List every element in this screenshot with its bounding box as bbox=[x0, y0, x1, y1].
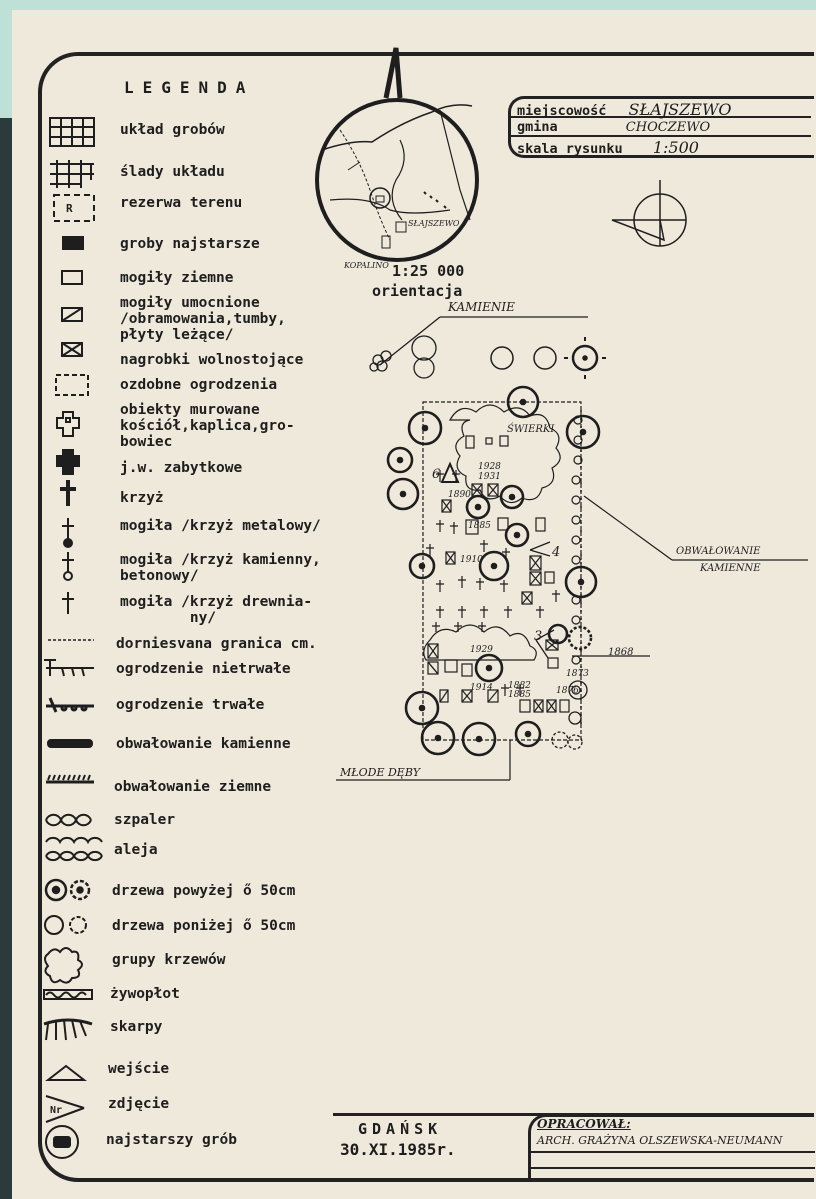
legend-label-temp-fence: ogrodzenie nietrwałe bbox=[116, 661, 291, 677]
legend-label-photo: zdjęcie bbox=[108, 1096, 170, 1112]
legend-label-stone-embankment: obwałowanie kamienne bbox=[116, 736, 291, 752]
year-label: 1931 bbox=[478, 472, 501, 482]
legend-label-reserve: rezerwa terenu bbox=[120, 195, 243, 211]
legend-label-masonry: obiekty murowane kościół,kaplica,gro- bowiec bbox=[120, 402, 295, 450]
year-label: 1885 bbox=[508, 690, 531, 700]
orientation-label: orientacja bbox=[372, 282, 463, 300]
label-young-oaks: MŁODE DĘBY bbox=[340, 766, 420, 779]
grave-number: 4 bbox=[552, 545, 561, 560]
commune-value: CHOCZEWO bbox=[625, 120, 711, 135]
legend-label-shrubs: grupy krzewów bbox=[112, 952, 226, 968]
map-place-label-2: KOPALINO bbox=[344, 261, 389, 270]
legend-title: LEGENDA bbox=[124, 78, 255, 97]
legend-label-espalier: szpaler bbox=[114, 812, 176, 828]
label-embankment-1: OBWAŁOWANIE bbox=[676, 546, 761, 557]
year-label: 1928 bbox=[478, 462, 501, 472]
svg-text:Nr: Nr bbox=[50, 1105, 63, 1116]
grave-number: 6 bbox=[432, 467, 441, 482]
stones-group bbox=[370, 317, 588, 378]
scale-value: 1:500 bbox=[652, 138, 699, 157]
year-label: 1873 bbox=[566, 669, 589, 679]
drawing-date: 30.XI.1985r. bbox=[340, 1140, 456, 1159]
commune-label: gmina bbox=[517, 119, 558, 135]
legend-label-oldest-grave: najstarszy grób bbox=[106, 1132, 237, 1148]
year-label: 1885 bbox=[468, 521, 491, 531]
map-place-label: SŁAJSZEWO bbox=[408, 219, 460, 228]
legend-label-entrance: wejście bbox=[108, 1061, 170, 1077]
legend-label-oldest-graves: groby najstarsze bbox=[120, 236, 260, 252]
author-name: ARCH. GRAŻYNA OLSZEWSKA-NEUMANN bbox=[537, 1134, 783, 1147]
legend-label-cross: krzyż bbox=[120, 490, 164, 506]
locality-label: miejscowość bbox=[517, 103, 607, 119]
north-arrow bbox=[612, 180, 686, 246]
legend-label-metal-cross: mogiła /krzyż metalowy/ bbox=[120, 518, 321, 534]
legend-label-small-trees: drzewa poniżej ő 50cm bbox=[112, 918, 296, 934]
legend-label-partial-grid: ślady układu bbox=[120, 164, 225, 180]
legend-label-historic: j.w. zabytkowe bbox=[120, 460, 243, 476]
legend-label-slope: skarpy bbox=[110, 1019, 163, 1035]
locality-value: SŁAJSZEWO bbox=[628, 100, 732, 119]
legend-label-perm-fence: ogrodzenie trwałe bbox=[116, 697, 265, 713]
legend-label-reinforced-graves: mogiły umocnione /obramowania,tumby, płyty leżące/ bbox=[120, 295, 286, 343]
year-label: 1882 bbox=[508, 681, 531, 691]
label-stones: KAMIENIE bbox=[448, 300, 515, 314]
author-divider bbox=[531, 1167, 815, 1169]
legend-label-grid: układ grobów bbox=[120, 122, 225, 138]
orientation-scale: 1:25 000 bbox=[392, 262, 465, 280]
year-label: 1929 bbox=[470, 645, 493, 655]
year-label: 1914 bbox=[470, 683, 493, 693]
orientation-map bbox=[317, 48, 477, 260]
label-embankment-2: KAMIENNE bbox=[700, 563, 761, 574]
legend-label-hedge: żywopłot bbox=[110, 986, 180, 1002]
scale-label: skala rysunku bbox=[517, 141, 623, 157]
year-label: 1890 bbox=[448, 490, 471, 500]
legend-label-boundary: dorniesvana granica cm. bbox=[116, 636, 317, 652]
legend-label-fences: ozdobne ogrodzenia bbox=[120, 377, 278, 393]
prepared-label: OPRACOWAŁ: bbox=[537, 1117, 631, 1131]
legend-label-tombstones: nagrobki wolnostojące bbox=[120, 352, 304, 368]
place-name: GDAŃSK bbox=[358, 1120, 443, 1138]
year-label: 1868 bbox=[608, 647, 634, 658]
label-spruces: ŚWIERKI bbox=[507, 424, 555, 435]
legend-label-wood-cross: mogiła /krzyż drewnia- ny/ bbox=[120, 594, 313, 626]
legend-label-large-trees: drzewa powyżej ő 50cm bbox=[112, 883, 296, 899]
author-divider bbox=[531, 1151, 815, 1153]
legend-label-alley: aleja bbox=[114, 842, 158, 858]
tree-row-top bbox=[491, 337, 606, 379]
legend-label-earth-embankment: obwałowanie ziemne bbox=[114, 779, 272, 795]
grave-number: 3 bbox=[534, 629, 543, 644]
legend-label-earth-graves: mogiły ziemne bbox=[120, 270, 234, 286]
year-label: 1910 bbox=[460, 555, 483, 565]
legend-label-stone-cross: mogiła /krzyż kamienny, betonowy/ bbox=[120, 552, 321, 584]
year-label: 1876 bbox=[556, 686, 579, 696]
svg-text:R: R bbox=[66, 202, 73, 215]
